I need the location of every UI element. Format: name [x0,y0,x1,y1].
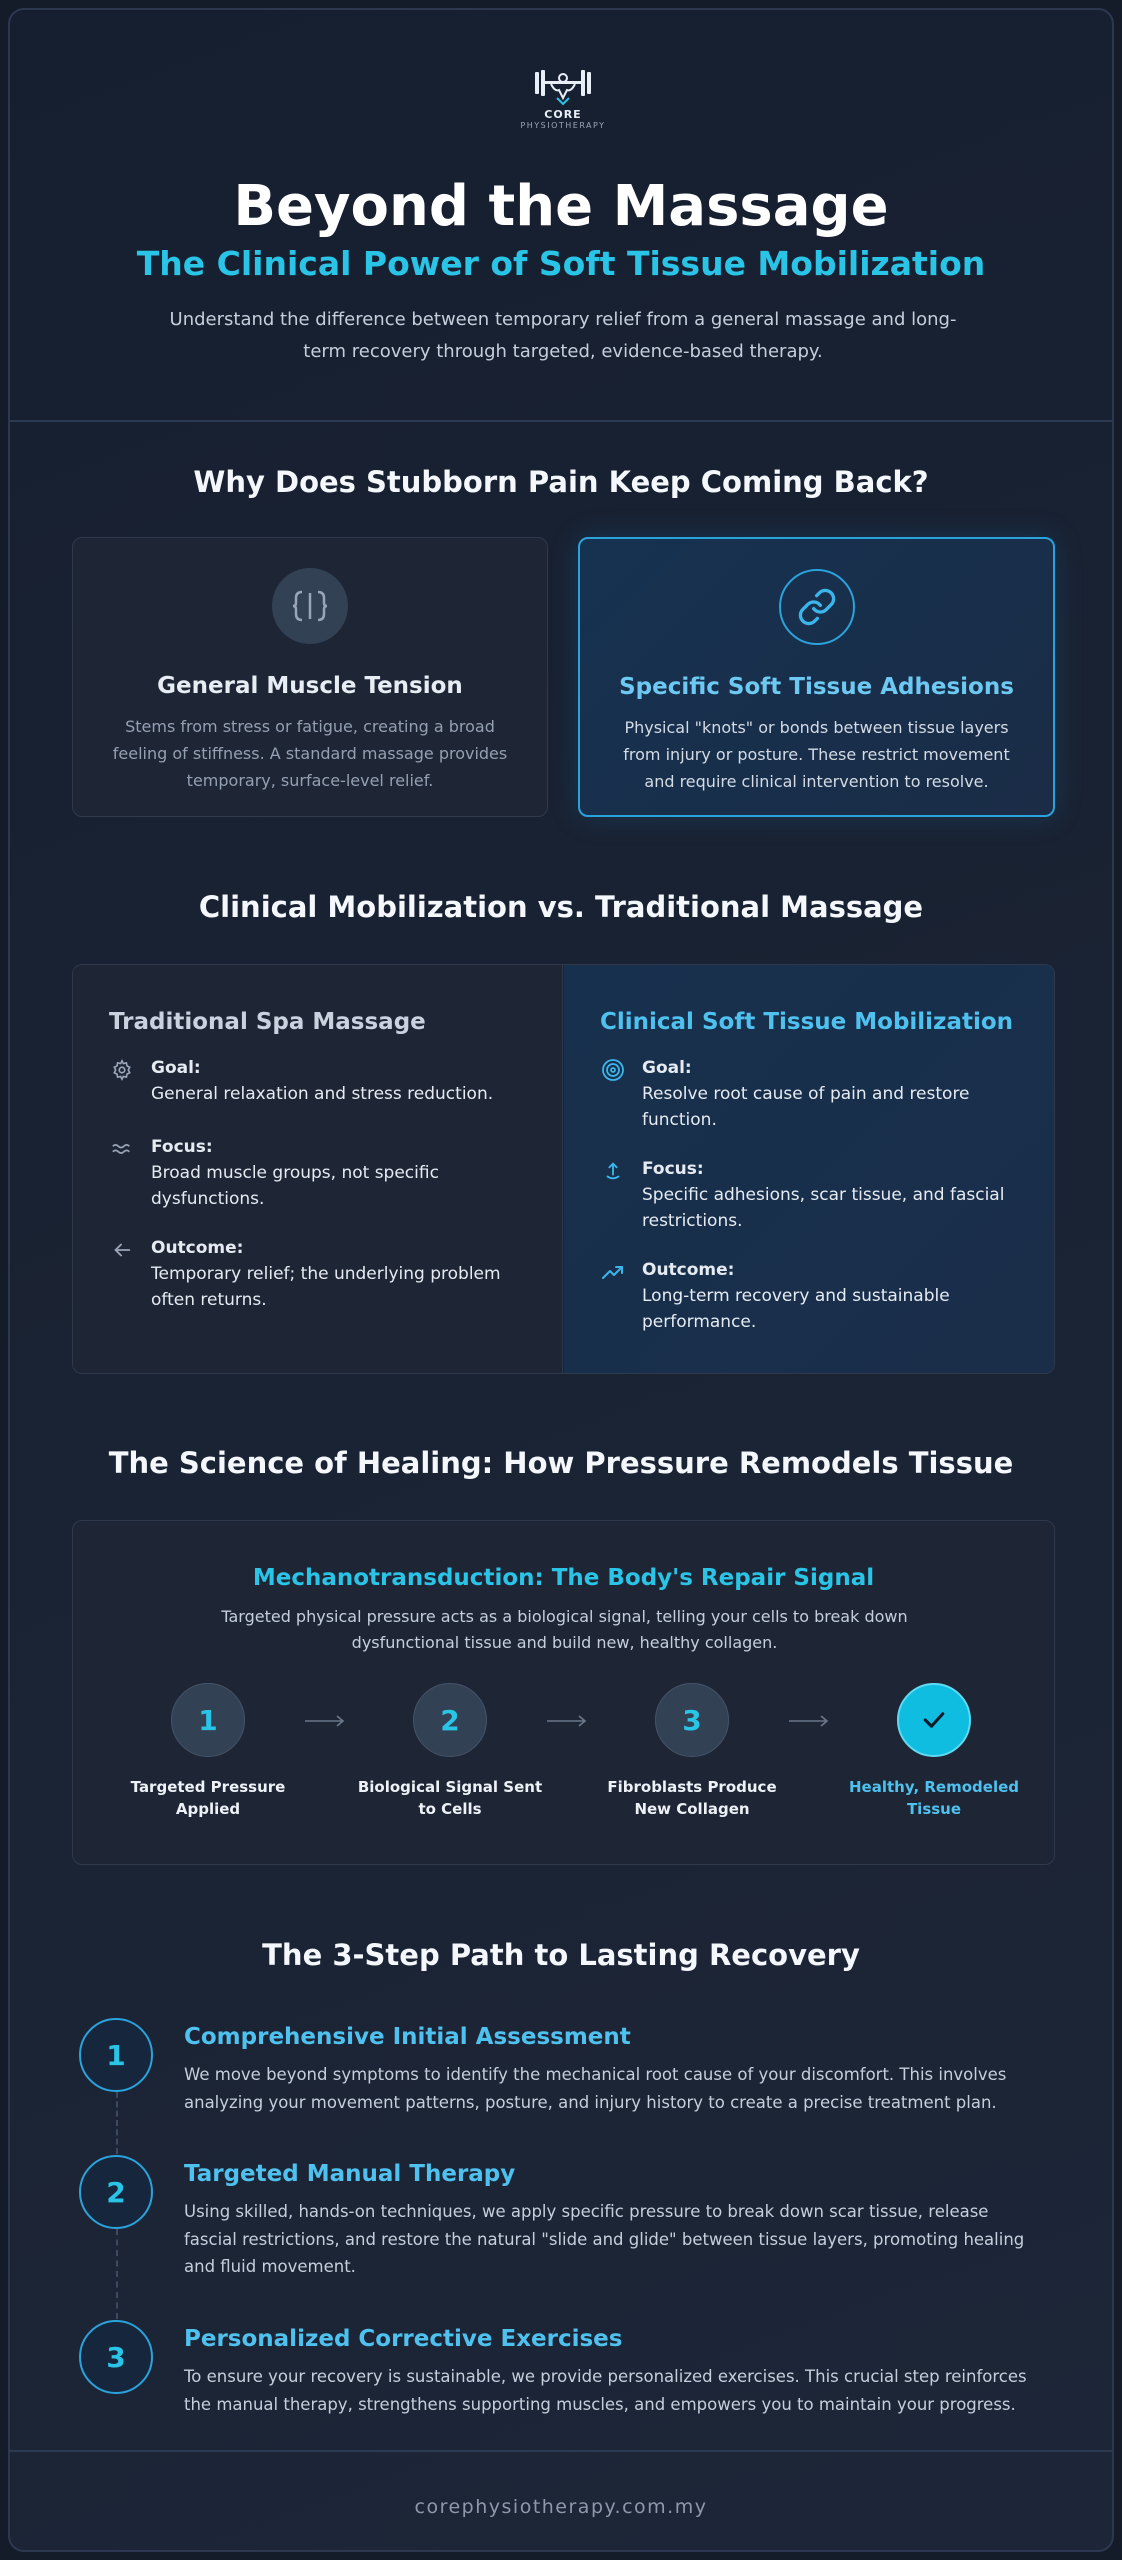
arrow-right-icon [545,1715,589,1727]
science-step-2 [350,1683,550,1820]
target-icon [600,1057,626,1083]
trending-up-icon [600,1259,626,1285]
column-title: Traditional Spa Massage [109,1009,426,1035]
row-text: Specific adhesions, scar tissue, and fascial restrictions. [642,1185,1005,1231]
step-connector [116,2092,118,2154]
science-step-4 [834,1683,1034,1820]
step-text: We move beyond symptoms to identify the mechanical root cause of your discomfort. This involves analyzing your movement patterns, posture, and injury history to create a precise treatment plan. [184,2065,1007,2112]
card-title: Specific Soft Tissue Adhesions [619,674,1014,700]
row-label: Goal: [642,1058,692,1078]
card-text: Physical "knots" or bonds between tissue layers from injury or posture. These restrict movement and require clinical intervention to resolve. [623,718,1010,791]
muscle-tension-icon [272,568,348,644]
checkmark-icon [897,1683,971,1757]
step-number: 3 [655,1683,729,1757]
step-title: Personalized Corrective Exercises [184,2326,623,2352]
row-label: Focus: [151,1137,213,1157]
step-number: 2 [413,1683,487,1757]
column-clinical [564,965,1055,1373]
brand-logo [513,68,613,158]
link-icon [779,569,855,645]
infographic-frame [8,8,1114,2552]
arrow-right-icon [303,1715,347,1727]
step-label: Biological Signal Sent to Cells [357,1778,543,1818]
row-label: Goal: [151,1058,201,1078]
logo-core-text: CORE [544,108,582,121]
footer-divider [10,2450,1112,2452]
row-label: Outcome: [642,1260,735,1280]
page-description: Understand the difference between temporary relief from a general massage and long-term recovery through targeted, evidence-based therapy. [169,309,957,362]
logo-icon [531,68,595,106]
science-box-text: Targeted physical pressure acts as a biological signal, telling your cells to break down dysfunctional tissue and build new, healthy collagen. [221,1607,908,1652]
card-title: General Muscle Tension [157,673,463,699]
card-soft-tissue-adhesions [578,537,1055,817]
science-step-1 [108,1683,308,1820]
focus-icon [600,1158,626,1184]
section-title-pain: Why Does Stubborn Pain Keep Coming Back? [193,465,929,499]
science-box-title: Mechanotransduction: The Body's Repair Signal [252,1565,875,1591]
row-text: Temporary relief; the underlying problem often returns. [151,1264,501,1310]
header-divider [10,420,1112,422]
row-text: Long-term recovery and sustainable performance. [642,1286,950,1332]
step-connector [116,2229,118,2319]
step-number: 1 [171,1683,245,1757]
step-label: Targeted Pressure Applied [130,1778,286,1818]
step-title: Targeted Manual Therapy [184,2161,516,2187]
science-step-3 [592,1683,792,1820]
step-label: Healthy, Remodeled Tissue [849,1778,1019,1818]
card-text: Stems from stress or fatigue, creating a broad feeling of stiffness. A standard massage provides temporary, surface-level relief. [112,717,508,790]
page-subtitle: The Clinical Power of Soft Tissue Mobilization [136,244,986,283]
row-label: Focus: [642,1159,704,1179]
step-label: Fibroblasts Produce New Collagen [607,1778,777,1818]
page-title: Beyond the Massage [233,174,889,239]
step-number: 3 [79,2320,153,2394]
column-traditional [73,965,563,1373]
section-title-comparison: Clinical Mobilization vs. Traditional Massage [198,890,924,924]
row-label: Outcome: [151,1238,244,1258]
step-text: Using skilled, hands-on techniques, we apply specific pressure to break down scar tissue, release fascial restrictions, and restore the natural "slide and glide" between tissue layers, promoting healing and fluid movement. [184,2202,1025,2276]
comparison-table [72,964,1055,1374]
step-text: To ensure your recovery is sustainable, we provide personalized exercises. This crucial step reinforces the manual therapy, strengthens supporting muscles, and empowers you to maintain your progress. [184,2367,1027,2414]
logo-tagline: PHYSIOTHERAPY [520,121,606,130]
row-text: General relaxation and stress reduction. [151,1084,494,1104]
section-title-path: The 3-Step Path to Lasting Recovery [262,1938,860,1972]
column-title: Clinical Soft Tissue Mobilization [600,1009,1014,1035]
row-text: Resolve root cause of pain and restore function. [642,1084,970,1130]
section-title-science: The Science of Healing: How Pressure Remodels Tissue [108,1446,1014,1480]
wave-icon [109,1136,135,1162]
science-box [72,1520,1055,1865]
header [10,10,1112,422]
step-title: Comprehensive Initial Assessment [184,2024,631,2050]
step-number: 1 [79,2018,153,2092]
row-text: Broad muscle groups, not specific dysfunctions. [151,1163,439,1209]
step-number: 2 [79,2155,153,2229]
arrow-right-icon [787,1715,831,1727]
cog-icon [109,1057,135,1083]
footer-url[interactable]: corephysiotherapy.com.my [414,2496,708,2518]
arrow-left-icon [109,1237,135,1263]
card-muscle-tension [72,537,548,817]
